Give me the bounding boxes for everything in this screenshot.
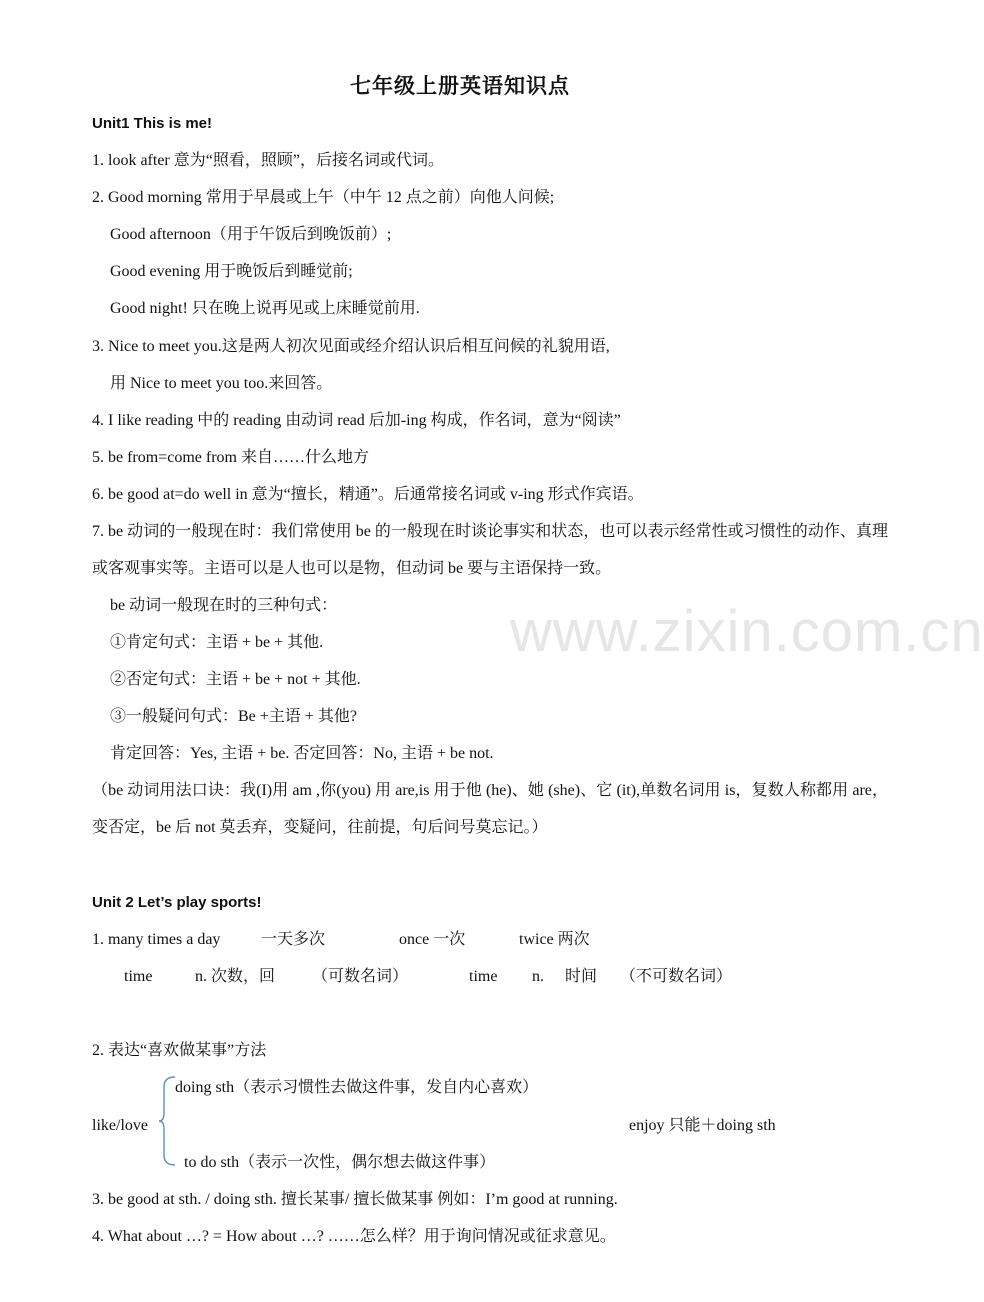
unit2-enjoy: enjoy 只能＋doing sth — [629, 1117, 776, 1134]
unit2-doing-sth: doing sth（表示习惯性去做这件事，发自内心喜欢） — [175, 1079, 539, 1096]
unit1-item-2-afternoon: Good afternoon（用于午饭后到晚饭前）; — [110, 226, 392, 243]
page-title: 七年级上册英语知识点 — [350, 74, 570, 98]
unit2-time-uncountable-word: time — [469, 968, 498, 985]
unit1-item-2-night: Good night! 只在晚上说再见或上床睡觉前用. — [110, 300, 420, 317]
unit2-time-countable-note: （可数名词） — [312, 968, 409, 985]
unit1-affirmative: ①肯定句式：主语 + be + 其他. — [110, 634, 324, 651]
unit2-item-3: 3. be good at sth. / doing sth. 擅长某事/ 擅长做某事 例如：I’m good at running. — [92, 1191, 618, 1208]
unit2-time-countable-word: time — [124, 968, 153, 985]
unit2-time-uncountable-pos: n. — [532, 968, 544, 985]
unit2-item-4: 4. What about …? = How about …? ……怎么样？用于询问情况或征求意见。 — [92, 1228, 616, 1245]
unit2-once: once 一次 — [399, 931, 466, 948]
unit1-item-7: 7. be 动词的一般现在时：我们常使用 be 的一般现在时谈论事实和状态，也可以表示经常性或习惯性的动作、真理或客观事实等。主语可以是人也可以是物，但动词 be 要与主语保持一致。 — [92, 523, 888, 577]
unit1-item-3-reply: 用 Nice to meet you too.来回答。 — [110, 375, 333, 392]
unit1-item-3: 3. Nice to meet you.这是两人初次见面或经介绍认识后相互问候的礼貌用语, — [92, 338, 610, 355]
unit1-item-6: 6. be good at=do well in 意为“擅长，精通”。后通常接名词或 v-ing 形式作宾语。 — [92, 486, 644, 503]
unit1-question: ③一般疑问句式：Be +主语 + 其他? — [110, 708, 357, 725]
unit1-be-rhyme: （be 动词用法口诀：我(I)用 am ,你(you) 用 are,is 用于他 (he)、她 (she)、它 (it),单数名词用 is，复数人称都用 are，变否定，be 后 not 莫丢弃，变疑问，往前提，句后问号莫忘记。） — [92, 782, 888, 836]
unit2-time-countable-meaning: n. 次数，回 — [195, 968, 276, 985]
unit1-item-2: 2. Good morning 常用于早晨或上午（中午 12 点之前）向他人问候; — [92, 189, 555, 206]
unit2-time-uncountable-meaning: 时间 — [565, 968, 598, 985]
unit2-to-do-sth: to do sth（表示一次性，偶尔想去做这件事） — [184, 1154, 496, 1171]
unit1-item-5: 5. be from=come from 来自……什么地方 — [92, 449, 369, 466]
unit1-be-forms-title: be 动词一般现在时的三种句式： — [110, 597, 338, 614]
curly-brace-icon — [158, 1075, 178, 1167]
unit2-twice: twice 两次 — [519, 931, 590, 948]
unit2-time-uncountable-note: （不可数名词） — [620, 968, 733, 985]
unit2-item-2: 2. 表达“喜欢做某事”方法 — [92, 1042, 267, 1059]
watermark: www.zixin.com.cn — [510, 599, 984, 664]
unit2-many-times-meaning: 一天多次 — [261, 931, 326, 948]
unit1-heading: Unit1 This is me! — [92, 115, 213, 132]
unit1-item-4: 4. I like reading 中的 reading 由动词 read 后加-ing 构成，作名词，意为“阅读” — [92, 412, 621, 429]
unit2-heading: Unit 2 Let’s play sports! — [92, 894, 262, 911]
unit1-answers: 肯定回答：Yes, 主语 + be. 否定回答：No, 主语 + be not. — [110, 745, 494, 762]
unit2-like-love: like/love — [92, 1117, 148, 1134]
unit2-many-times: 1. many times a day — [92, 931, 221, 948]
unit1-item-2-evening: Good evening 用于晚饭后到睡觉前; — [110, 263, 353, 280]
unit1-item-1: 1. look after 意为“照看，照顾”，后接名词或代词。 — [92, 152, 444, 169]
unit1-negative: ②否定句式：主语 + be + not + 其他. — [110, 671, 361, 688]
